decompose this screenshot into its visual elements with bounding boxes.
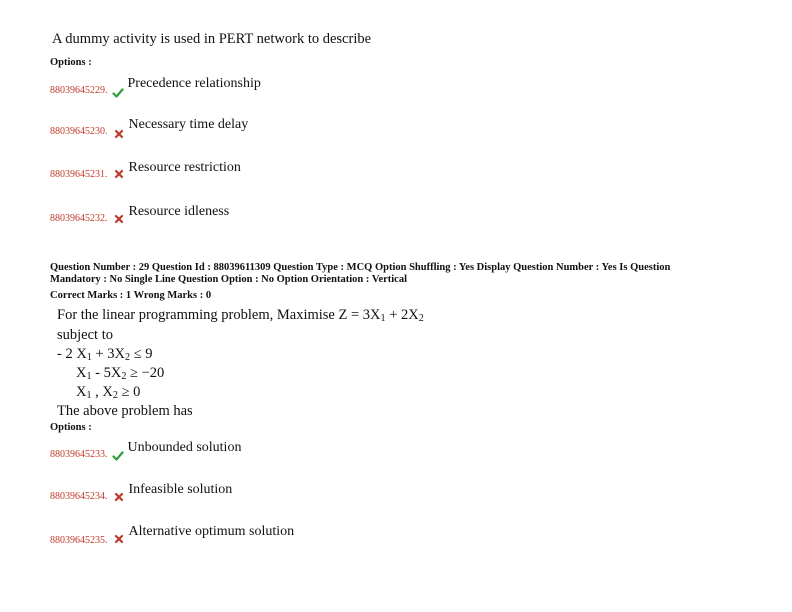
option-id: 88039645230. xyxy=(50,126,108,137)
option-id: 88039645235. xyxy=(50,535,108,546)
subscript: 1 xyxy=(86,352,92,363)
subscript: 2 xyxy=(112,390,118,401)
options-label: Options : xyxy=(50,422,92,433)
question-text xyxy=(57,307,424,324)
option-row[interactable] xyxy=(50,117,248,143)
constraint-part: ≥ 0 xyxy=(117,384,141,400)
subscript: 1 xyxy=(86,371,92,382)
option-text: Alternative optimum solution xyxy=(128,524,295,539)
question-meta-line: Question Number : 29 Question Id : 88039611309 Question Type : MCQ Option Shuffling : Yes Display Question Number : Yes Is Question xyxy=(50,262,671,273)
constraint-part: ≥ −20 xyxy=(126,365,165,381)
option-id: 88039645232. xyxy=(50,213,108,224)
constraint-3 xyxy=(76,384,140,401)
cross-icon xyxy=(113,165,125,183)
subscript: 2 xyxy=(125,352,131,363)
check-icon xyxy=(112,84,124,102)
subscript: 2 xyxy=(418,313,424,324)
question-meta xyxy=(50,262,670,286)
option-id: 88039645229. xyxy=(50,85,108,96)
question-subject-to: subject to xyxy=(57,327,113,343)
question-closing: The above problem has xyxy=(57,403,193,419)
constraint-part: X xyxy=(76,365,87,381)
constraint-part: - 2 X xyxy=(57,346,87,362)
cross-icon xyxy=(113,125,125,143)
constraint-2 xyxy=(76,365,164,382)
option-text: Precedence relationship xyxy=(127,76,261,91)
option-id: 88039645231. xyxy=(50,169,108,180)
options-label: Options : xyxy=(50,57,92,68)
constraint-part: ≤ 9 xyxy=(130,346,153,362)
subscript: 2 xyxy=(121,371,127,382)
option-row[interactable] xyxy=(50,440,241,465)
constraint-part: X xyxy=(76,384,87,400)
cross-icon xyxy=(113,530,125,548)
cross-icon xyxy=(113,210,125,228)
subscript: 1 xyxy=(86,390,92,401)
question-text-part: + 2X xyxy=(385,307,419,323)
question-text-part: For the linear programming problem, Maximise Z = 3X xyxy=(57,307,381,323)
cross-icon xyxy=(113,488,125,506)
option-text: Infeasible solution xyxy=(128,482,233,497)
option-row[interactable] xyxy=(50,204,229,228)
constraint-part: + 3X xyxy=(91,346,126,362)
constraint-part: , X xyxy=(91,384,113,400)
question-meta-line: Mandatory : No Single Line Question Option : No Option Orientation : Vertical xyxy=(50,274,408,285)
question-text: A dummy activity is used in PERT network to describe xyxy=(52,31,372,47)
option-text: Resource idleness xyxy=(128,204,230,219)
option-row[interactable] xyxy=(50,482,232,506)
constraint-1 xyxy=(57,346,153,363)
option-text: Unbounded solution xyxy=(127,440,242,455)
check-icon xyxy=(112,447,124,465)
option-row[interactable] xyxy=(50,524,294,548)
option-row[interactable] xyxy=(50,76,261,102)
option-text: Resource restriction xyxy=(128,160,241,175)
option-id: 88039645233. xyxy=(50,449,108,460)
option-text: Necessary time delay xyxy=(128,117,249,132)
option-row[interactable] xyxy=(50,160,241,183)
option-id: 88039645234. xyxy=(50,491,108,502)
constraint-part: - 5X xyxy=(91,365,122,381)
question-marks: Correct Marks : 1 Wrong Marks : 0 xyxy=(50,290,212,301)
subscript: 1 xyxy=(380,313,386,324)
